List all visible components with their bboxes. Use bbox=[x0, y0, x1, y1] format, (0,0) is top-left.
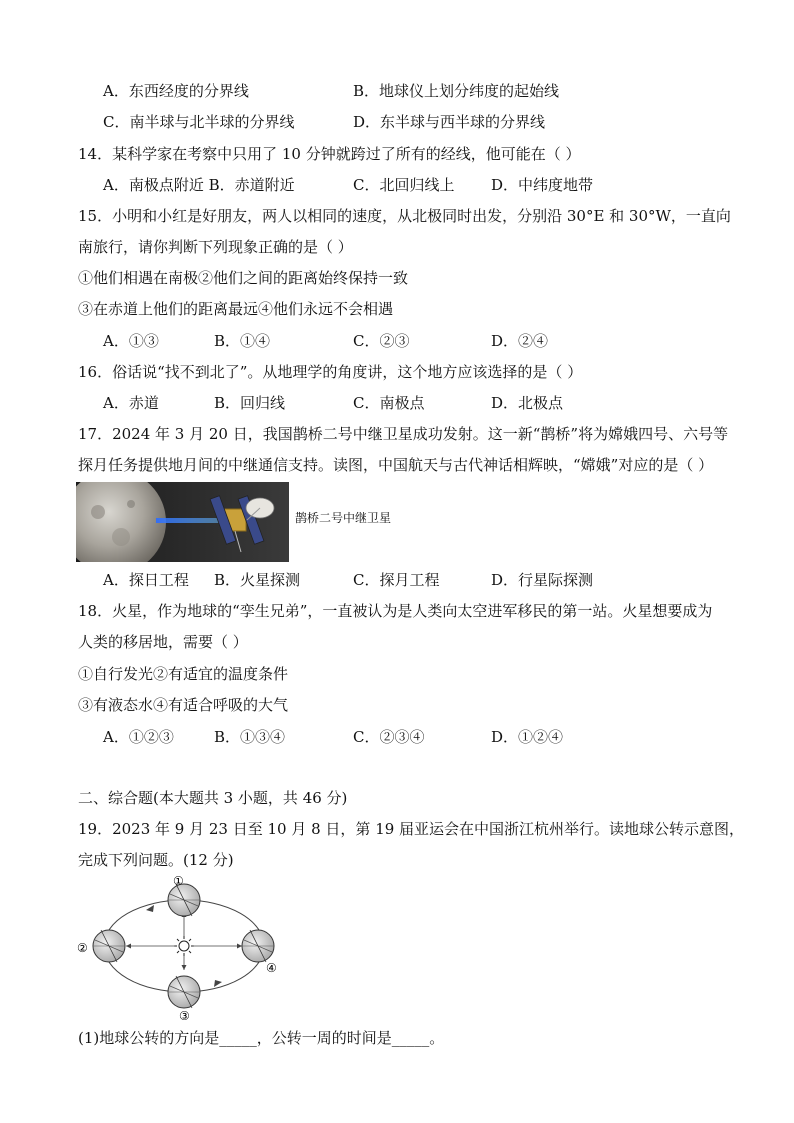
sun-icon bbox=[174, 936, 194, 956]
q17-option-c: C．探月工程 bbox=[353, 571, 440, 589]
q19-subquestion-1: (1)地球公转的方向是_____，公转一周的时间是_____。 bbox=[78, 1029, 445, 1047]
q16-stem: 16．俗话说“找不到北了”。从地理学的角度讲，这个地方应该选择的是（ ） bbox=[78, 363, 583, 381]
earth-position-4 bbox=[242, 930, 274, 962]
q15-statement-1: ①他们相遇在南极②他们之间的距离始终保持一致 bbox=[78, 269, 409, 287]
signal-beam bbox=[156, 518, 226, 523]
q18-option-c: C．②③④ bbox=[353, 728, 425, 746]
q17-stem-line1: 17．2024 年 3 月 20 日，我国鹊桥二号中继卫星成功发射。这一新“鹊桥”将为嫦娥四号、六号等 bbox=[78, 425, 729, 443]
q18-stem-line1: 18．火星，作为地球的“孪生兄弟”，一直被认为是人类向太空进军移民的第一站。火星想要成为 bbox=[78, 602, 713, 620]
q15-option-d: D．②④ bbox=[491, 332, 549, 350]
q13-option-b: B．地球仪上划分纬度的起始线 bbox=[353, 82, 560, 100]
q17-option-b: B．火星探测 bbox=[214, 571, 301, 589]
q17-option-d: D．行星际探测 bbox=[491, 571, 594, 589]
q16-option-d: D．北极点 bbox=[491, 394, 564, 412]
q18-statement-1: ①自行发光②有适宜的温度条件 bbox=[78, 665, 289, 683]
q15-statement-2: ③在赤道上他们的距离最远④他们永远不会相遇 bbox=[78, 300, 394, 318]
q18-option-b: B．①③④ bbox=[214, 728, 286, 746]
q14-option-d: D．中纬度地带 bbox=[491, 176, 594, 194]
q13-option-a: A．东西经度的分界线 bbox=[103, 82, 249, 100]
earth-position-3 bbox=[168, 976, 200, 1008]
q13-option-c: C．南半球与北半球的分界线 bbox=[103, 113, 295, 131]
q17-option-a: A．探日工程 bbox=[103, 571, 189, 589]
q16-option-a: A．赤道 bbox=[103, 394, 159, 412]
q16-option-c: C．南极点 bbox=[353, 394, 425, 412]
q18-stem-line2: 人类的移居地，需要（ ） bbox=[78, 633, 248, 651]
label-position-1: ① bbox=[173, 874, 184, 888]
q16-option-b: B．回归线 bbox=[214, 394, 286, 412]
q15-stem-line2: 南旅行，请你判断下列现象正确的是（ ） bbox=[78, 238, 353, 256]
earth-position-2 bbox=[93, 930, 125, 962]
relay-satellite-caption: 鹊桥二号中继卫星 bbox=[295, 511, 392, 525]
q19-stem-line2: 完成下列问题。(12 分) bbox=[78, 851, 234, 869]
label-position-4: ④ bbox=[266, 961, 277, 975]
label-position-2: ② bbox=[77, 941, 88, 955]
q19-stem-line1: 19．2023 年 9 月 23 日至 10 月 8 日，第 19 届亚运会在中国浙江杭州举行。读地球公转示意图， bbox=[78, 820, 745, 838]
q14-option-ab: A．南极点附近 B．赤道附近 bbox=[103, 176, 295, 194]
relay-satellite-image bbox=[76, 482, 289, 562]
earth-position-1 bbox=[168, 884, 200, 916]
q15-option-b: B．①④ bbox=[214, 332, 271, 350]
q15-option-a: A．①③ bbox=[103, 332, 159, 350]
q18-statement-2: ③有液态水④有适合呼吸的大气 bbox=[78, 696, 289, 714]
q17-stem-line2: 探月任务提供地月间的中继通信支持。读图，中国航天与古代神话相辉映，“嫦娥”对应的是（ ） bbox=[78, 456, 714, 474]
q13-option-d: D．东半球与西半球的分界线 bbox=[353, 113, 546, 131]
moon-shape bbox=[76, 482, 166, 562]
earth-revolution-diagram bbox=[76, 874, 286, 1020]
q18-option-d: D．①②④ bbox=[491, 728, 564, 746]
q14-option-c: C．北回归线上 bbox=[353, 176, 455, 194]
q18-option-a: A．①②③ bbox=[103, 728, 174, 746]
label-position-3: ③ bbox=[179, 1009, 190, 1020]
q15-option-c: C．②③ bbox=[353, 332, 410, 350]
section-2-heading: 二、综合题(本大题共 3 小题，共 46 分) bbox=[78, 789, 348, 807]
q15-stem-line1: 15．小明和小红是好朋友，两人以相同的速度，从北极同时出发，分别沿 30°E 和 30°W，一直向 bbox=[78, 207, 731, 225]
q14-stem: 14．某科学家在考察中只用了 10 分钟就跨过了所有的经线，他可能在（ ） bbox=[78, 145, 581, 163]
